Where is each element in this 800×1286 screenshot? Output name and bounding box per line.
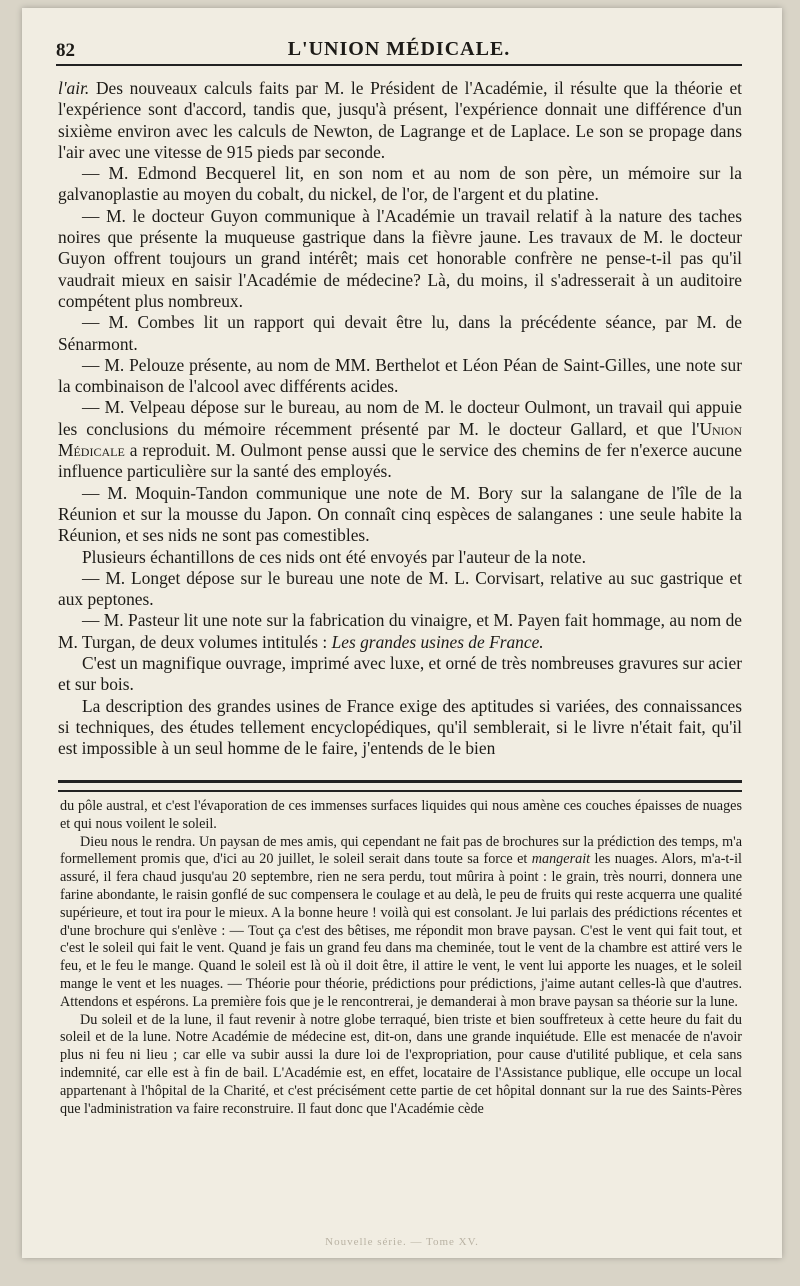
paragraph-text: — M. Pasteur lit une note sur la fabrication du vinaigre, et M. Payen fait hommage, au nom de M. Turgan, de deux volumes intitulés : bbox=[58, 610, 742, 652]
paragraph bbox=[58, 78, 742, 163]
main-article bbox=[58, 78, 742, 760]
feuilleton-section bbox=[60, 798, 742, 1118]
feuilleton-divider bbox=[58, 780, 742, 792]
document-page bbox=[22, 8, 782, 1258]
journal-name: Union Médicale bbox=[58, 418, 742, 461]
italic-text: mangerait bbox=[531, 851, 591, 868]
book-title: Les grandes usines de France. bbox=[331, 631, 544, 652]
paragraph: — M. Pelouze présente, au nom de MM. Berthelot et Léon Péan de Saint-Gilles, une note sur la combinaison de l'alcool avec différents acides. bbox=[58, 354, 742, 397]
paragraph-text: Des nouveaux calculs faits par M. le Président de l'Académie, il résulte que la théorie et l'expérience sont d'accord, tandis que, jusqu'à présent, l'expérience donnait une différence d'un sixième environ avec les calculs de Newton, de Lagrange et de Laplace. Le son se propage dans l'air avec une vitesse de 915 pieds par seconde. bbox=[58, 78, 742, 162]
feuilleton-paragraph bbox=[60, 834, 742, 1012]
paragraph: — M. le docteur Guyon communique à l'Académie un travail relatif à la nature des taches noires que présente la muqueuse gastrique dans la fièvre jaune. Les travaux de M. le docteur Guyon offrent toujours un grand intérêt; mais cet honorable confrère ne pense-t-il pas qu'il vaudrait mieux en saisir l'Académie de médecine? Là, du moins, il s'adresserait à un auditoire compétent plus nombreux. bbox=[58, 205, 742, 311]
paragraph: — M. Edmond Becquerel lit, en son nom et au nom de son père, un mémoire sur la galvanoplastie au moyen du cobalt, du nickel, de l'or, de l'argent et du platine. bbox=[58, 163, 742, 205]
italic-text: l'air. bbox=[58, 78, 90, 98]
paragraph bbox=[58, 610, 742, 653]
page-number: 82 bbox=[56, 40, 75, 61]
feuilleton-paragraph: du pôle austral, et c'est l'évaporation de ces immenses surfaces liquides qui nous amène ces couches épaisses de nuages et qui nous voilent le soleil. bbox=[60, 798, 742, 832]
paragraph bbox=[58, 397, 742, 482]
paragraph-text: les nuages. Alors, m'a-t-il assuré, il fera chaud jusqu'au 20 septembre, rien ne sera perdu, tout mûrira à point : le grain, très nourri, donnera une farine abondante, le raisin gonflé de suc compensera le coulage et au delà, le peu de fruits qui reste acquerra une qualité supérieure, et tout ira pour le mieux. A la bonne heure ! voilà qui est consolant. Je lui parlais des prédictions récentes et d'une brochure qui s'enlève : — Tout ça c'est des bêtises, me répondit mon brave paysan. C'est le vent qui fait tout, et c'est le soleil qui fait le vent. Quand je fais un grand feu dans ma cheminée, tout le vent de la chambre est attiré vers le feu, et le feu le mange. Quand le soleil est là où il doit être, il attire le vent, le vent lui apporte les nuages, et le soleil mange le vent et les nuages. — Théorie pour théorie, prédictions pour prédictions, j'aime autant celles-là que d'autres. Attendons et espérons. La première fois que je le rencontrerai, je demanderai à mon brave paysan sa théorie sur la lune. bbox=[60, 851, 742, 1010]
running-title: L'UNION MÉDICALE. bbox=[287, 38, 511, 60]
page-header bbox=[56, 32, 742, 66]
paragraph: La description des grandes usines de France exige des aptitudes si variées, des connaissances si techniques, des études tellement encyclopédiques, qu'il semblerait, si le livre n'était fait, qu'il est impossible à un seul homme de le faire, j'entends de le bien bbox=[58, 695, 742, 759]
page-footer: Nouvelle série. — Tome XV. bbox=[325, 1236, 479, 1248]
paragraph: C'est un magnifique ouvrage, imprimé avec luxe, et orné de très nombreuses gravures sur acier et sur bois. bbox=[58, 653, 742, 695]
paragraph-text: — M. Velpeau dépose sur le bureau, au nom de M. le docteur Oulmont, un travail qui appuie les conclusions du mémoire récemment présenté par M. le docteur Gallard, et que l' bbox=[58, 397, 742, 439]
paragraph: — M. Longet dépose sur le bureau une note de M. L. Corvisart, relative au suc gastrique et aux peptones. bbox=[58, 567, 742, 610]
feuilleton-paragraph: Du soleil et de la lune, il faut revenir à notre globe terraqué, bien triste et bien souffreteux à cette heure du fait du soleil et de la lune. Notre Académie de médecine est, dit-on, dans une grande inquiétude. Elle est menacée de n'avoir plus ni feu ni lieu ; car elle va subir aussi la dure loi de l'expropriation, pour cause d'utilité publique, et cela sans indemnité, car elle est à fin de bail. L'Académie est, en effet, locataire de l'Assistance publique, elle occupe un local appartenant à l'hôpital de la Charité, et c'est précisément cette partie de cet hôpital donnant sur la rue des Saints-Pères que l'administration va faire reconstruire. Il faut donc que l'Académie cède bbox=[60, 1011, 742, 1117]
paragraph: — M. Moquin-Tandon communique une note de M. Bory sur la salangane de l'île de la Réunion et sur la mousse du Japon. On connaît cinq espèces de salanganes : une seule habite la Réunion, et ses nids ne sont pas comestibles. bbox=[58, 482, 742, 546]
paragraph: — M. Combes lit un rapport qui devait être lu, dans la précédente séance, par M. de Sénarmont. bbox=[58, 312, 742, 354]
paragraph-text: a reproduit. M. Oulmont pense aussi que le service des chemins de fer n'exerce aucune influence particulière sur la santé des employés. bbox=[58, 440, 742, 482]
paragraph: Plusieurs échantillons de ces nids ont été envoyés par l'auteur de la note. bbox=[82, 546, 586, 567]
paragraph-text: Dieu nous le rendra. Un paysan de mes amis, qui cependant ne fait pas de brochures sur la prédiction des temps, m'a formellement promis que, d'ici au 20 juillet, le soleil serait dans toute sa force et bbox=[60, 833, 742, 868]
